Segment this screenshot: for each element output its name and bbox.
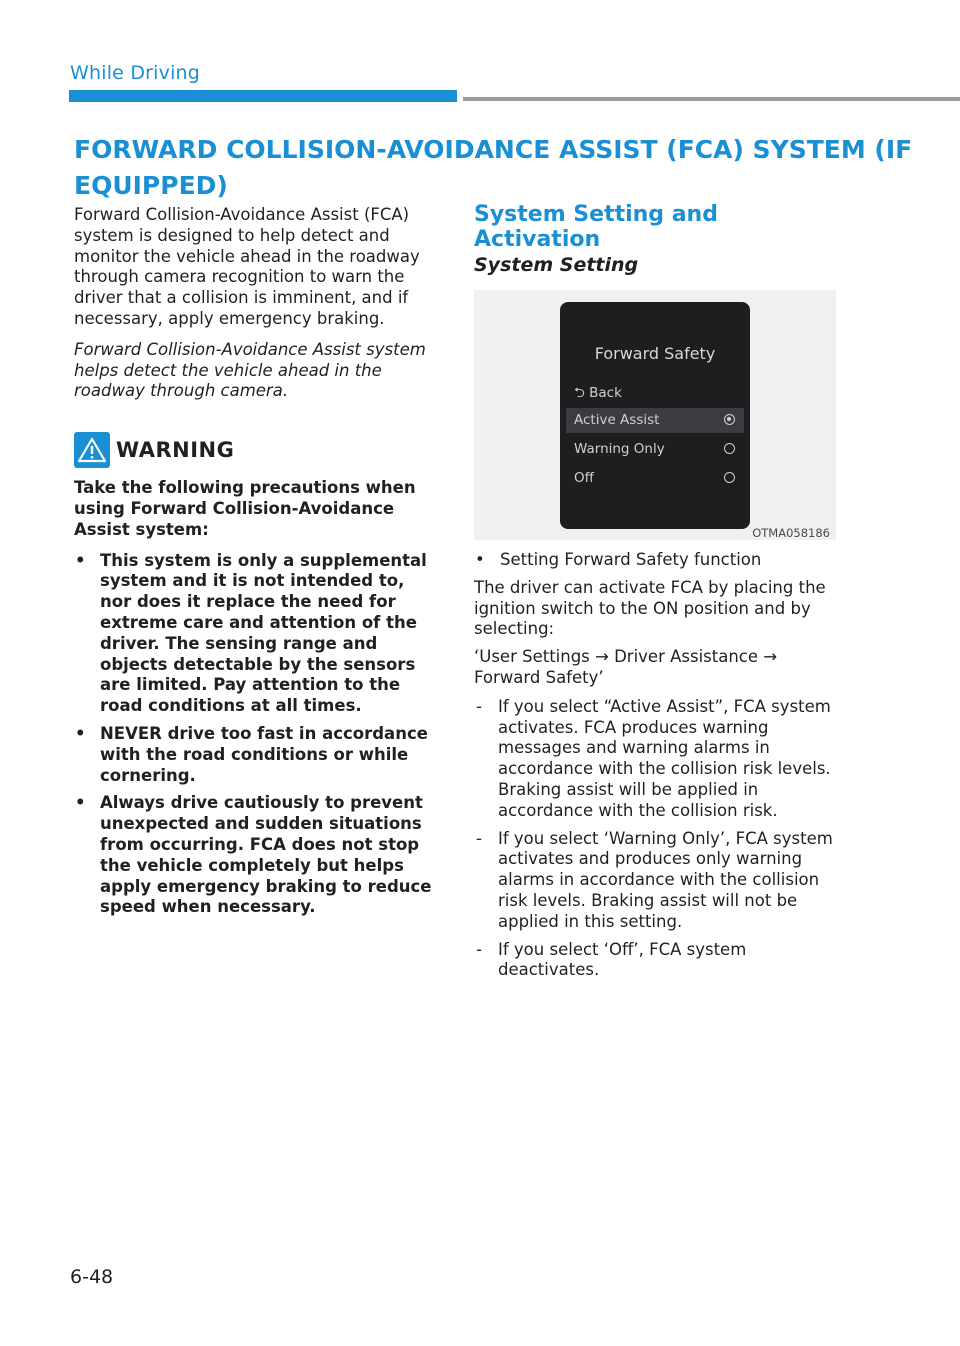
header-divider — [463, 97, 960, 101]
back-arrow-icon: ⮌ — [574, 385, 585, 401]
figure-code: OTMA058186 — [752, 526, 830, 540]
warning-list — [74, 551, 438, 919]
option-warning-only: Warning Only — [566, 437, 744, 462]
warning-intro: Take the following precautions when using Forward Collision-Avoidance Assist system: — [74, 478, 416, 539]
warning-label: WARNING — [116, 438, 235, 463]
menu-path: ‘User Settings → Driver Assistance → Forward Safety’ — [474, 647, 778, 687]
section-label: While Driving — [70, 62, 201, 84]
list-item: • Setting Forward Safety function — [475, 550, 762, 569]
list-item: - If you select “Active Assist”, FCA system activates. FCA produces warning messages and warning alarms in accordance with the collision risk levels. Braking assist will be applied in accordance with the collision risk. — [476, 696, 831, 820]
left-column — [74, 205, 438, 925]
radio-selected-icon — [724, 414, 735, 425]
list-item: - If you select ‘Off’, FCA system deactivates. — [476, 939, 747, 980]
header-accent-bar — [69, 90, 457, 102]
activation-paragraph: The driver can activate FCA by placing the ignition switch to the ON position and by selecting: — [474, 577, 826, 639]
setting-bullet — [474, 550, 836, 571]
list-item: - If you select ‘Warning Only’, FCA system activates and produces only warning alarms in accordance with the collision risk levels. Braking assist will not be applied in this setting. — [476, 828, 833, 931]
back-item: ⮌ Back — [574, 385, 622, 401]
options-list — [474, 697, 836, 981]
warning-triangle-icon — [74, 432, 110, 468]
option-off: Off — [566, 466, 744, 491]
settings-screen-figure — [474, 290, 836, 540]
option-active-assist: Active Assist — [566, 408, 744, 433]
list-item: • Always drive cautiously to prevent unexpected and sudden situations from occurring. FCA does not stop the vehicle completely but helps apply emergency braking to reduce speed when necessary. — [75, 793, 432, 917]
page-title: FORWARD COLLISION-AVOIDANCE ASSIST (FCA) SYSTEM (IF EQUIPPED) — [74, 135, 913, 200]
screen-title: Forward Safety — [594, 344, 716, 363]
list-item: • This system is only a supplemental system and it is not intended to, nor does it replace the need for extreme care and attention of the driver. The sensing range and objects detectable by the sensors are limited. Pay attention to the road conditions at all times. — [75, 550, 427, 716]
cluster-display — [560, 302, 750, 529]
warning-header — [74, 432, 438, 468]
radio-empty-icon — [724, 443, 735, 454]
right-column — [474, 202, 836, 988]
italic-note: Forward Collision-Avoidance Assist system helps detect the vehicle ahead in the roadway through camera. — [74, 339, 426, 401]
section-heading: System Setting and Activation — [474, 202, 718, 252]
radio-empty-icon — [724, 472, 735, 483]
page-number: 6-48 — [70, 1266, 114, 1288]
subsection-heading: System Setting — [474, 254, 639, 276]
intro-paragraph: Forward Collision-Avoidance Assist (FCA) system is designed to help detect and monitor the vehicle ahead in the roadway through camera recognition to warn the driver that a collision is imminent, and if necessary, apply emergency braking. — [74, 205, 420, 328]
list-item: • NEVER drive too fast in accordance with the road conditions or while cornering. — [75, 723, 428, 785]
